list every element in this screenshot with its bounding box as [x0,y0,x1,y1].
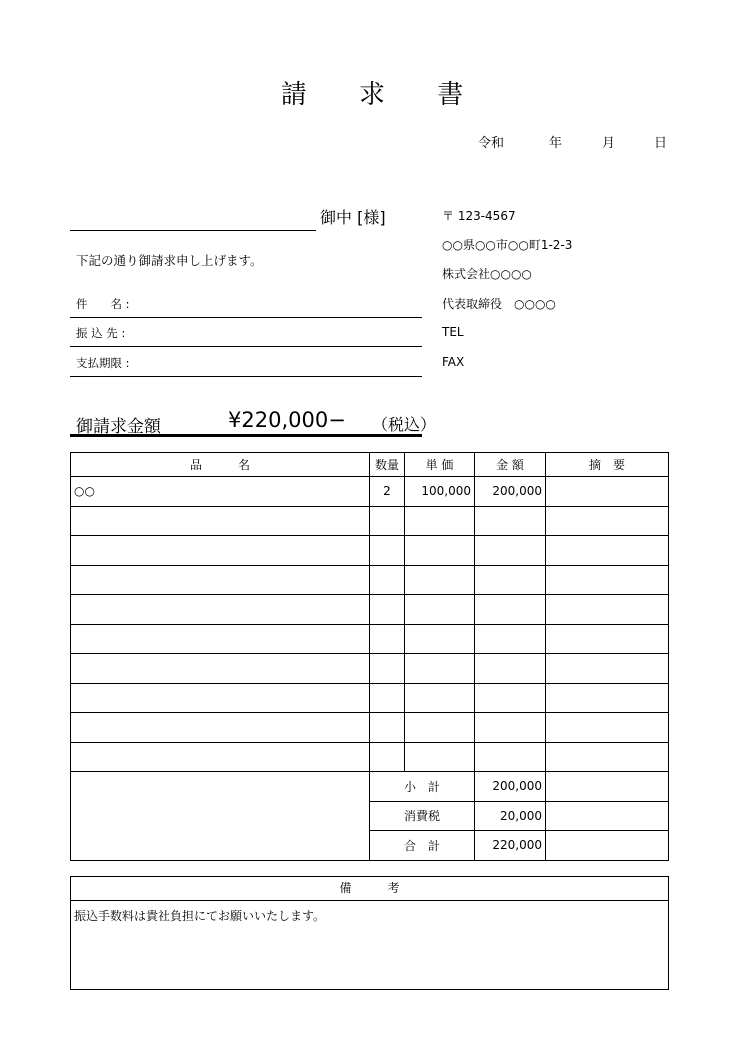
date-year: 年 [549,136,563,151]
recipient-name-line[interactable] [70,230,316,231]
table-header-row [71,453,669,477]
totals-blank-cell [71,772,370,861]
tax-value[interactable]: 20,000 [475,801,546,831]
item-amount-cell[interactable] [475,565,546,595]
field-subject-line[interactable] [70,317,422,318]
tax-label: 消費税 [370,801,475,831]
item-quantity-cell[interactable] [370,742,405,772]
issuer-company: 株式会社○○○○ [442,267,532,281]
remarks-body[interactable]: 振込手数料は貴社負担にてお願いいたします。 [74,909,326,923]
table-row [71,683,669,713]
item-amount-cell[interactable] [475,683,546,713]
table-row [71,713,669,743]
amount-tax-note: （税込） [372,415,437,434]
item-name-cell[interactable] [71,713,370,743]
intro-text: 下記の通り御請求申し上げます。 [76,253,263,268]
item-summary-cell[interactable] [546,624,669,654]
item-amount-cell[interactable] [475,713,546,743]
field-deadline-line[interactable] [70,376,422,377]
total-label: 合 計 [370,831,475,861]
date-era: 令和 [478,136,505,151]
item-amount-cell[interactable] [475,742,546,772]
item-amount-cell[interactable]: 200,000 [475,477,546,507]
item-unit-price-cell[interactable] [405,654,475,684]
item-name-cell[interactable] [71,654,370,684]
document-title: 請 求 書 [280,80,486,110]
header-unit-price: 単 価 [405,453,475,477]
header-summary: 摘 要 [546,453,669,477]
item-summary-cell[interactable] [546,506,669,536]
date-month: 月 [602,136,616,151]
header-item-name: 品 名 [71,453,370,477]
item-name-cell[interactable] [71,595,370,625]
item-quantity-cell[interactable] [370,654,405,684]
header-quantity: 数量 [370,453,405,477]
item-unit-price-cell[interactable] [405,713,475,743]
header-amount: 金 額 [475,453,546,477]
item-name-cell[interactable]: ○○ [71,477,370,507]
table-row [71,536,669,566]
item-quantity-cell[interactable] [370,565,405,595]
item-summary-cell[interactable] [546,477,669,507]
item-unit-price-cell[interactable] [405,595,475,625]
total-note[interactable] [546,831,669,861]
amount-underline [70,434,422,437]
recipient-suffix: 御中 [様] [320,208,386,227]
table-row [71,654,669,684]
tax-note[interactable] [546,801,669,831]
issuer-address: ○○県○○市○○町1-2-3 [442,238,573,252]
amount-label: 御請求金額 [76,417,161,437]
subtotal-note[interactable] [546,772,669,802]
field-bank-line[interactable] [70,346,422,347]
item-name-cell[interactable] [71,624,370,654]
field-deadline-label: 支払期限 : [76,356,130,370]
subtotal-value[interactable]: 200,000 [475,772,546,802]
item-unit-price-cell[interactable] [405,742,475,772]
item-name-cell[interactable] [71,506,370,536]
item-summary-cell[interactable] [546,713,669,743]
item-amount-cell[interactable] [475,506,546,536]
item-name-cell[interactable] [71,536,370,566]
table-row [71,565,669,595]
item-amount-cell[interactable] [475,624,546,654]
table-row [71,595,669,625]
item-summary-cell[interactable] [546,536,669,566]
item-unit-price-cell[interactable] [405,536,475,566]
date-day: 日 [654,136,668,151]
item-summary-cell[interactable] [546,654,669,684]
item-quantity-cell[interactable] [370,536,405,566]
remarks-box [70,876,669,990]
table-row [71,624,669,654]
item-unit-price-cell[interactable] [405,506,475,536]
table-row [71,506,669,536]
item-quantity-cell[interactable] [370,624,405,654]
item-quantity-cell[interactable] [370,506,405,536]
field-bank-label: 振 込 先 : [76,326,126,340]
subtotal-label: 小 計 [370,772,475,802]
item-amount-cell[interactable] [475,536,546,566]
items-table [70,452,669,861]
item-unit-price-cell[interactable]: 100,000 [405,477,475,507]
issuer-representative: 代表取締役 ○○○○ [442,297,556,311]
amount-value: ¥220,000− [228,408,346,432]
item-unit-price-cell[interactable] [405,624,475,654]
item-name-cell[interactable] [71,683,370,713]
item-quantity-cell[interactable]: 2 [370,477,405,507]
item-quantity-cell[interactable] [370,595,405,625]
remarks-header: 備 考 [71,877,668,901]
field-subject-label: 件 名 : [76,297,130,311]
item-summary-cell[interactable] [546,683,669,713]
item-summary-cell[interactable] [546,742,669,772]
item-quantity-cell[interactable] [370,713,405,743]
item-quantity-cell[interactable] [370,683,405,713]
item-unit-price-cell[interactable] [405,565,475,595]
issuer-tel: TEL [442,325,464,339]
table-row [71,477,669,507]
item-summary-cell[interactable] [546,565,669,595]
item-name-cell[interactable] [71,742,370,772]
item-summary-cell[interactable] [546,595,669,625]
table-row [71,742,669,772]
item-amount-cell[interactable] [475,595,546,625]
issuer-postal: 〒 123-4567 [442,209,516,223]
item-unit-price-cell[interactable] [405,683,475,713]
subtotal-row [71,772,669,802]
total-value[interactable]: 220,000 [475,831,546,861]
item-amount-cell[interactable] [475,654,546,684]
item-name-cell[interactable] [71,565,370,595]
issuer-fax: FAX [442,355,465,369]
